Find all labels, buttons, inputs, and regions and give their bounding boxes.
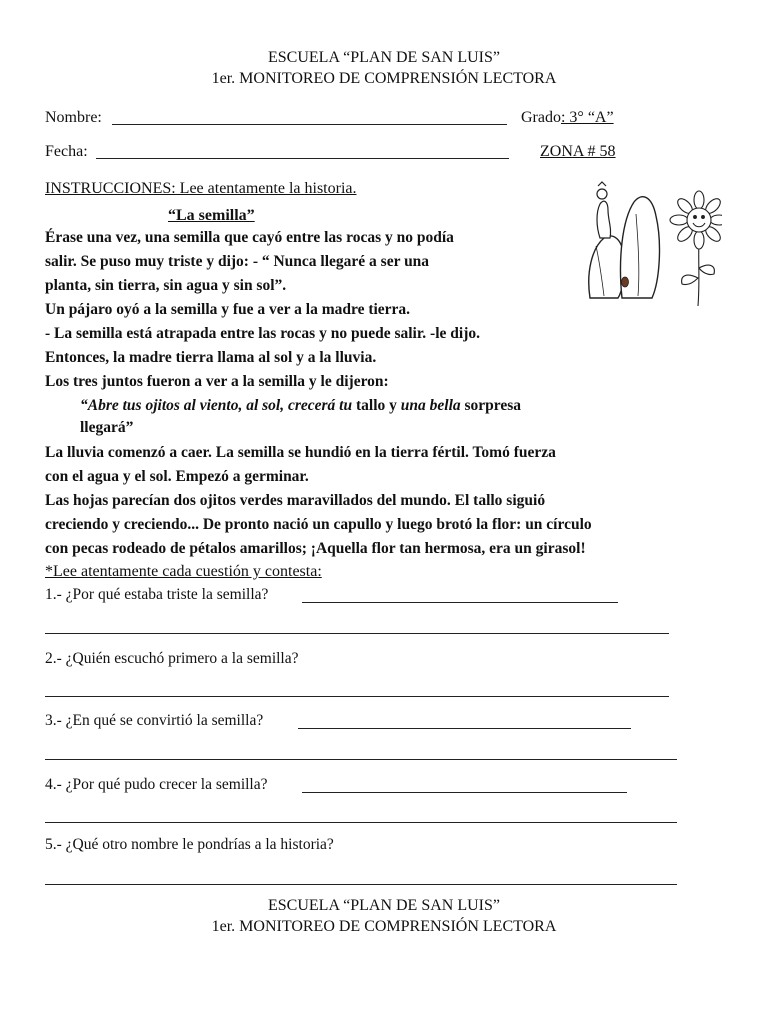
question-5: 5.- ¿Qué otro nombre le pondrías a la historia? (45, 836, 334, 853)
bird-icon (597, 182, 611, 238)
answer-line-3b[interactable] (45, 759, 677, 760)
story-line: Entonces, la madre tierra llama al sol y a la lluvia. (45, 349, 377, 366)
story-line: creciendo y creciendo... De pronto nació un capullo y luego brotó la flor: un círculo (45, 516, 592, 533)
story-line: La lluvia comenzó a caer. La semilla se hundió en la tierra fértil. Tomó fuerza (45, 444, 556, 461)
questions-intro: *Lee atentamente cada cuestión y contesta: (45, 563, 322, 580)
answer-line-2[interactable] (45, 696, 669, 697)
question-4: 4.- ¿Por qué pudo crecer la semilla? (45, 776, 268, 793)
question-3: 3.- ¿En qué se convirtió la semilla? (45, 712, 264, 729)
story-quote-end: llegará” (80, 419, 134, 436)
grade-field (521, 108, 614, 128)
date-label: Fecha: (45, 143, 88, 160)
seed-icon (622, 277, 629, 287)
story-title: “La semilla” (168, 207, 255, 224)
answer-line-4b[interactable] (45, 822, 677, 823)
answer-line-1b[interactable] (45, 633, 669, 634)
story-quote (80, 394, 521, 418)
story-line: Érase una vez, una semilla que cayó entre las rocas y no podía (45, 229, 454, 246)
instructions: INSTRUCCIONES: Lee atentamente la historia. (45, 180, 357, 197)
story-line: salir. Se puso muy triste y dijo: - “ Nunca llegaré a ser una (45, 253, 430, 270)
story-line: planta, sin tierra, sin agua y sin sol”. (45, 277, 287, 294)
name-field[interactable] (112, 110, 507, 125)
story-line: Un pájaro oyó a la semilla y fue a ver a la madre tierra. (45, 301, 411, 318)
question-2: 2.- ¿Quién escuchó primero a la semilla? (45, 650, 299, 667)
footer-school-title: ESCUELA “PLAN DE SAN LUIS” (268, 897, 500, 914)
story-illustration (582, 180, 722, 310)
question-1: 1.- ¿Por qué estaba triste la semilla? (45, 586, 269, 603)
grade-value: : 3° “A” (560, 109, 614, 126)
school-title: ESCUELA “PLAN DE SAN LUIS” (268, 49, 500, 66)
story-line: con pecas rodeado de pétalos amarillos; ¡Aquella flor tan hermosa, era un girasol! (45, 540, 586, 557)
footer-subtitle: 1er. MONITOREO DE COMPRENSIÓN LECTORA (211, 918, 557, 935)
answer-line-3a[interactable] (298, 728, 631, 729)
story-line: con el agua y el sol. Empezó a germinar. (45, 468, 309, 485)
quote-italic-1: “Abre tus ojitos al viento, al sol, crecerá tu (80, 397, 353, 414)
quote-text-4: sorpresa (460, 397, 522, 414)
answer-line-1a[interactable] (302, 602, 618, 603)
name-label: Nombre: (45, 109, 102, 126)
grade-label: Grado (521, 109, 561, 126)
story-line: Los tres juntos fueron a ver a la semilla y le dijeron: (45, 373, 389, 390)
zone-label: ZONA # 58 (540, 143, 616, 160)
answer-line-4a[interactable] (302, 792, 627, 793)
sunflower-icon (670, 191, 722, 306)
answer-line-5[interactable] (45, 884, 677, 885)
quote-text-2: tallo y (352, 397, 401, 414)
story-line: - La semilla está atrapada entre las rocas y no puede salir. -le dijo. (45, 325, 480, 342)
story-line: Las hojas parecían dos ojitos verdes maravillados del mundo. El tallo siguió (45, 492, 546, 509)
date-field[interactable] (96, 144, 509, 159)
worksheet-subtitle: 1er. MONITOREO DE COMPRENSIÓN LECTORA (211, 70, 557, 87)
quote-italic-3: una bella (400, 397, 461, 414)
